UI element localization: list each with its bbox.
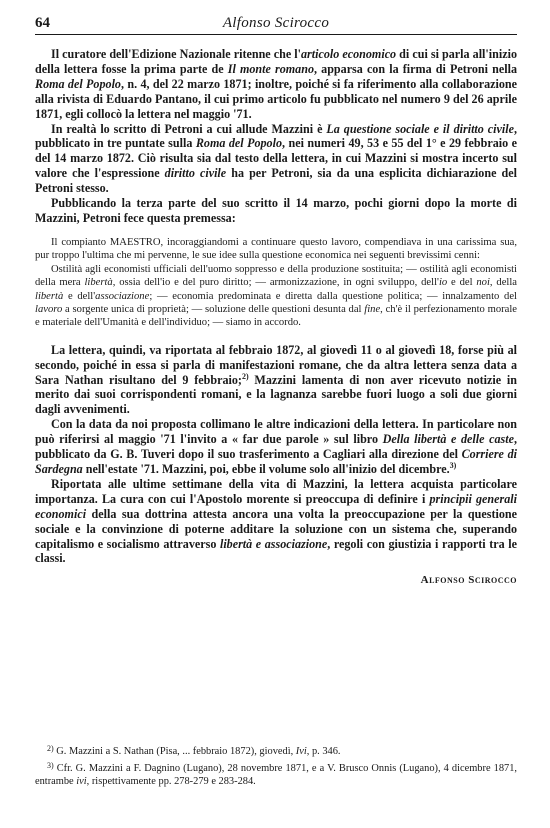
body-text [35, 343, 517, 567]
paragraph: Pubblicando la terza parte del suo scritto il 14 marzo, pochi giorni dopo la morte di Mazzini, Petroni fece questa premessa: [35, 196, 517, 225]
footnote: $^{2)}$ G. Mazzini a S. Nathan (Pisa, ... febbraio 1872), giovedì, Ivi, p. 346. [47, 744, 341, 757]
footnote: $^{3)}$ Cfr. G. Mazzini a F. Dagnino (Lugano), 28 novembre 1871, e a V. Brusco Onnis (Lugano), 4 dicembre 1871, entrambe ivi, rispettivamente pp. 278-279 e 283-284. [35, 760, 517, 787]
body-text [35, 47, 517, 226]
paragraph: Con la data da noi proposta collimano le altre indicazioni della lettera. In particolare non può riferirsi al maggio '71 l'invito a « far due parole » sul libro Della libertà e delle caste, pubblicato da G. B. Tuveri dopo il suo trasferimento a Cagliari alla direzione del Corriere di Sardegna nell'estate '71. Mazzini, poi, ebbe il volume solo all'inizio del dicembre.$^{3)}$ [35, 417, 517, 476]
author-signature: Alfonso Scirocco [420, 574, 517, 587]
footnotes [35, 742, 517, 789]
paragraph: Riportata alle ultime settimane della vita di Mazzini, la lettera acquista particolare importanza. La cura con cui l'Apostolo morente si preoccupa di definire i principii generali economici della sua dottrina attesta ancora una volta la preoccupazione per la questione sociale e la convinzione di poterne additare la soluzione con un sistema che, superando capitalismo e socialismo attraverso libertà e associazione, regoli con giustizia i rapporti tra le classi. [35, 476, 518, 566]
footnote-ref[interactable]: 2) [241, 371, 249, 381]
paragraph: La lettera, quindi, va riportata al febbraio 1872, al giovedì 11 o al giovedì 18, forse più al secondo, poiché in essa si parla di manifestazioni romane, che da altra lettera senza data a Sara Nathan risultano del 9 febbraio;$^{2)}$ Mazzini lamenta di non aver ricevuto notizie in merito dai suoi corrispondenti romani, e la lagnanza sarebbe fuori luogo a soli due giorni dagli avvenimenti. [35, 342, 517, 417]
block-quote [35, 236, 517, 330]
page [35, 12, 517, 586]
footnote-mark: 2) [47, 744, 54, 753]
footnote-ref[interactable]: 3) [449, 460, 457, 470]
paragraph: In realtà lo scritto di Petroni a cui allude Mazzini è La questione sociale e il diritto civile, pubblicato in tre puntate sulla Roma del Popolo, nei numeri 49, 53 e 55 del 1° e 29 febbraio e del 14 marzo 1872. Ciò risulta sia dal testo della lettera, in cui Mazzini si mostra incerto sul valore che l'espressione diritto civile ha per Petroni, sia da una esplicita dichiarazione del Petroni stesso. [35, 121, 518, 196]
quote-paragraph: Il compianto MAESTRO, incoraggiandomi a continuare questo lavoro, compendiava in una carissima sua, pur troppo l'ultima che mi pervenne, le sue idee sulla questione economica nei seguenti brevissimi cenni: [35, 236, 517, 262]
footnote-mark: 3) [47, 760, 54, 770]
running-title: Alfonso Scirocco [222, 15, 330, 31]
quote-paragraph: Ostilità agli economisti ufficiali dell'uomo soppresso e della produzione sostituita; — ostilità agli economisti della mera libertà, ossia dell'io e del puro diritto; — armonizzazione, in ogni sviluppo, dell'io e del noi, della libertà e dell'associazione; — economia predominata e diretta dalla questione politica; — innalzamento del lavoro a sorgente unica di proprietà; — soluzione delle questioni desunta dal fine, ch'è il perfezionamento morale e materiale dell'Umanità e dell'individuo; — siamo in accordo. [35, 263, 518, 329]
paragraph: Il curatore dell'Edizione Nazionale ritenne che l'articolo economico di cui si parla all'inizio della lettera fosse la prima parte de Il monte romano, apparsa con la firma di Petroni nella Roma del Popolo, n. 4, del 22 marzo 1871; inoltre, poiché si fa riferimento alla collaborazione alla rivista di Eduardo Pantano, il cui primo articolo fu pubblicato nel numero 9 del 26 aprile 1871, egli collocò la lettera nel maggio '71. [35, 47, 518, 121]
page-header [35, 12, 517, 35]
page-number: 64 [35, 15, 50, 31]
